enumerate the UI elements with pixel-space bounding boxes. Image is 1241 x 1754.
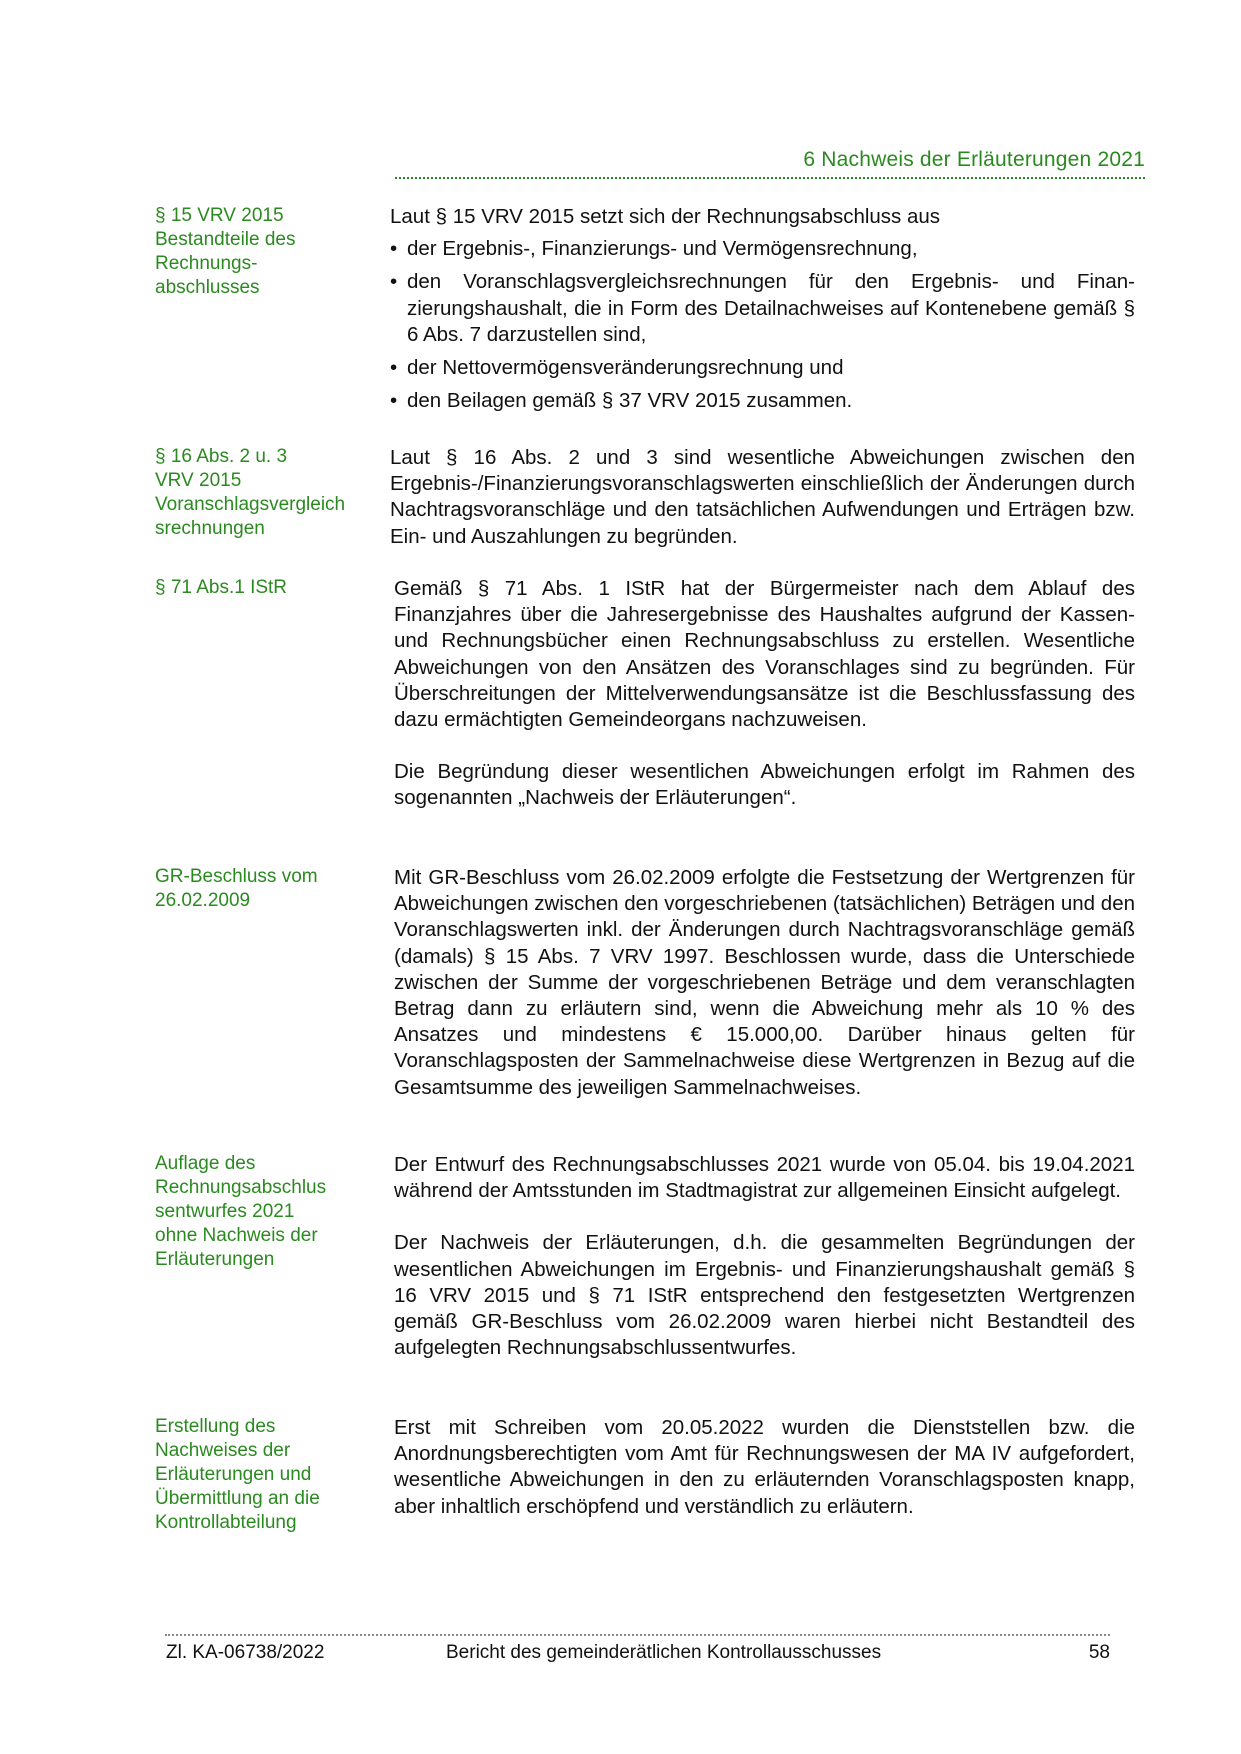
bullet-item: • den Beilagen gemäß § 37 VRV 2015 zusammen. <box>390 388 1135 414</box>
margin-note-line: Auflage des <box>155 1153 256 1174</box>
paragraph: Gemäß § 71 Abs. 1 IStR hat der Bürgermeister nach dem Ablauf des Finanzjahres über die Jahresergebnisse des Haushaltes aufgrund der Kassen- und Rechnungsbücher einen Rechnungsabschluss zu erstellen. Wesentliche Abweichungen von den Ansätzen des Voranschlages sind zu begründen. Für Überschreitungen der Mittelverwendungsansätze ist die Beschlussfassung des dazu ermächtigten Gemeindeorgans nachzuweisen. <box>394 577 1135 732</box>
margin-note-line: abschlusses <box>155 277 260 298</box>
margin-note-line: Bestandteile des <box>155 229 296 250</box>
section-intro: Laut § 15 VRV 2015 setzt sich der Rechnungsabschluss aus <box>390 205 941 228</box>
section-vrv-15-body <box>390 204 1135 421</box>
margin-note-line: 26.02.2009 <box>155 890 251 911</box>
margin-note-line: § 16 Abs. 2 u. 3 <box>155 446 288 467</box>
margin-note-erstellung <box>155 1415 345 1535</box>
chapter-title: 6 Nachweis der Erläuterungen 2021 <box>803 148 1145 171</box>
bullet-item: • den Voranschlagsvergleichsrechnungen für den Ergebnis- und Finanzierungshaushalt, die in Form des Detailnachweises auf Kontenebene gemäß § 6 Abs. 7 darzustellen sind, <box>390 269 1135 348</box>
margin-note-line: Rechnungs- <box>155 253 258 274</box>
footer-report-title: Bericht des gemeinderätlichen Kontrollausschusses <box>446 1642 882 1663</box>
paragraph: Der Entwurf des Rechnungsabschlusses 2021 wurde von 05.04. bis 19.04.2021 während der Amtsstunden im Stadtmagistrat zur allgemeinen Einsicht aufgelegt. <box>394 1153 1135 1203</box>
margin-note-line: Nachweises der <box>155 1440 291 1461</box>
section-gr-beschluss-body <box>394 865 1135 1101</box>
margin-note-line: sentwurfes 2021 <box>155 1201 295 1222</box>
margin-note-line: Erläuterungen <box>155 1249 275 1270</box>
margin-note-line: Übermittlung an die <box>155 1488 320 1509</box>
margin-note-line: Kontrollabteilung <box>155 1512 297 1533</box>
paragraph: Erst mit Schreiben vom 20.05.2022 wurden die Dienststellen bzw. die Anordnungsberechtigten vom Amt für Rechnungswesen der MA IV aufgefordert, wesentliche Abweichungen in den zu erläuternden Voranschlagsposten knapp, aber inhaltlich erschöpfend und verständlich zu erläutern. <box>394 1416 1135 1518</box>
paragraph: Laut § 16 Abs. 2 und 3 sind wesentliche Abweichungen zwischen den Ergebnis-/Finanzierungsvoranschlagswerten einschließlich der Änderungen durch Nachtragsvoranschläge und den tatsächlichen Aufwendungen und Erträgen bzw. Ein- und Auszahlungen zu begründen. <box>390 446 1135 548</box>
margin-note-line: srechnungen <box>155 518 265 539</box>
margin-note-line: Voranschlagsvergleich <box>155 494 346 515</box>
section-istr-71-body <box>394 576 1135 812</box>
margin-note-line: VRV 2015 <box>155 470 242 491</box>
margin-note-line: § 71 Abs.1 IStR <box>155 577 288 598</box>
margin-note-line: ohne Nachweis der <box>155 1225 318 1246</box>
paragraph: Mit GR-Beschluss vom 26.02.2009 erfolgte die Festsetzung der Wertgrenzen für Abweichungen zwischen den vorgeschriebenen (tatsächlichen) Beträgen und den Voranschlagswerten inkl. der Änderungen durch Nachtragsvoranschläge gemäß (damals) § 15 Abs. 7 VRV 1997. Beschlossen wurde, dass die Unterschiede zwischen der Summe der vorgeschriebenen Beträge und dem veranschlagten Betrag dann zu erläutern sind, wenn die Abweichung mehr als 10 % des Ansatzes und mindestens € 15.000,00. Darüber hinaus gelten für Voranschlagsposten der Sammelnachweise diese Wertgrenzen in Bezug auf die Gesamtsumme des jeweiligen Sammelnachweises. <box>394 866 1135 1099</box>
section-erstellung-body <box>394 1415 1135 1520</box>
margin-note-line: GR-Beschluss vom <box>155 866 318 887</box>
section-auflage-body <box>394 1152 1135 1361</box>
margin-note-vrv-16 <box>155 445 345 541</box>
margin-note-istr-71 <box>155 576 345 600</box>
margin-note-line: § 15 VRV 2015 <box>155 205 284 226</box>
section-vrv-16-body <box>390 445 1135 550</box>
paragraph: Die Begründung dieser wesentlichen Abweichungen erfolgt im Rahmen des sogenannten „Nachweis der Erläuterungen“. <box>394 760 1135 810</box>
header-divider <box>395 177 1145 179</box>
paragraph: Der Nachweis der Erläuterungen, d.h. die gesammelten Begründungen der wesentlichen Abweichungen im Ergebnis- und Finanzierungshaushalt gemäß § 16 VRV 2015 und § 71 IStR entsprechend den festgesetzten Wertgrenzen gemäß GR-Beschluss vom 26.02.2009 waren hierbei nicht Bestandteil des aufgelegten Rechnungsabschlussentwurfes. <box>394 1231 1135 1360</box>
bullet-list <box>390 236 1135 414</box>
bullet-item: • der Ergebnis-, Finanzierungs- und Vermögensrechnung, <box>390 236 1135 262</box>
margin-note-vrv-15 <box>155 204 345 300</box>
bullet-item: • der Nettovermögensveränderungsrechnung und <box>390 355 1135 381</box>
footer-reference: Zl. KA-06738/2022 <box>166 1642 325 1663</box>
page-number: 58 <box>1088 1642 1110 1663</box>
footer-divider <box>165 1634 1110 1636</box>
margin-note-line: Erstellung des <box>155 1416 276 1437</box>
margin-note-line: Rechnungsabschlus <box>155 1177 327 1198</box>
margin-note-gr-beschluss <box>155 865 345 913</box>
margin-note-line: Erläuterungen und <box>155 1464 312 1485</box>
margin-note-auflage <box>155 1152 345 1272</box>
